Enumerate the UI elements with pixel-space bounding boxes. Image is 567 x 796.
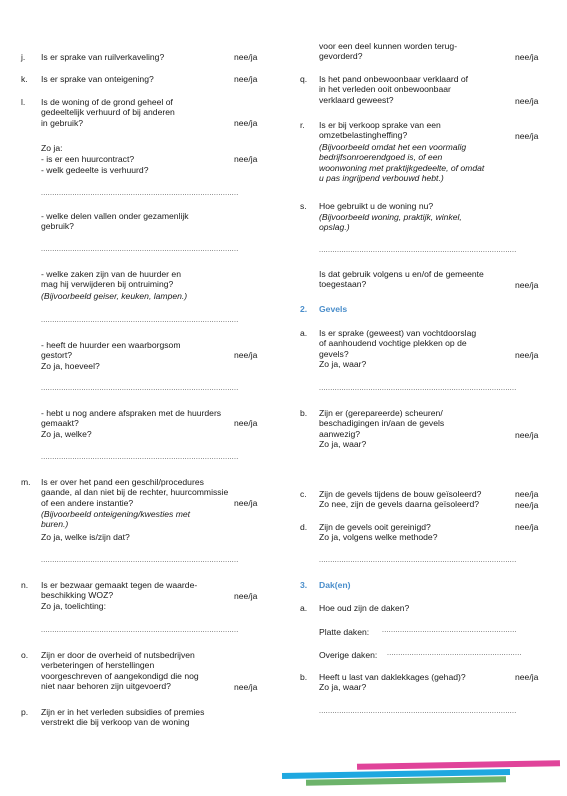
gedeelte-question: - welk gedeelte is verhuurd? (41, 165, 149, 175)
question-label: r. (300, 120, 305, 130)
answer-nee-ja[interactable]: nee/ja (234, 498, 258, 508)
question-example: (Bijvoorbeeld woning, praktijk, winkel, opslag.) (319, 212, 462, 233)
section-title: Gevels (319, 304, 348, 314)
question-label: s. (300, 201, 307, 211)
question-label: a. (300, 328, 308, 338)
answer-nee-ja[interactable]: nee/ja (234, 591, 258, 601)
answer-nee-ja[interactable]: nee/ja (234, 74, 258, 84)
answer-nee-ja[interactable]: nee/ja (234, 52, 258, 62)
answer-line[interactable]: ........................................................................................ (319, 385, 517, 392)
answer-nee-ja[interactable]: nee/ja (515, 672, 539, 682)
question-example: (Bijvoorbeeld omdat het een voormalig bedrijfsonroerendgoed is, of een woonwoning met praktijkgedeelte, of omdat u pas ingrijpend verbouwd hebt.) (319, 142, 485, 184)
question-text: Zijn er (gerepareerde) scheuren/ beschadigingen in/aan de gevels aanwezig? Zo ja, waar? (319, 408, 445, 450)
answer-line[interactable]: ........................................................................................ (41, 454, 239, 461)
answer-nee-ja[interactable]: nee/ja (234, 154, 258, 164)
answer-nee-ja[interactable]: nee/ja (515, 96, 539, 106)
answer-nee-ja[interactable]: nee/ja (234, 118, 258, 128)
gezamenlijk-question: - welke delen vallen onder gezamenlijk gebruik? (41, 211, 189, 232)
answer-line[interactable]: ........................................................................................ (41, 385, 239, 392)
answer-nee-ja[interactable]: nee/ja (515, 131, 539, 141)
question-followup: Zo ja, welke is/zijn dat? (41, 532, 130, 542)
question-text: Is er bij verkoop sprake van een omzetbelastingheffing? (319, 120, 441, 141)
question-text: Is er sprake (geweest) van vochtdoorslag of aanhoudend vochtige plekken op de gevels? Zo ja, waar? (319, 328, 477, 370)
question-text: Is er sprake van ruilverkaveling? (41, 52, 165, 62)
answer-nee-ja[interactable]: nee/ja (234, 418, 258, 428)
platte-daken-line[interactable]: ............................................................ (382, 627, 517, 634)
question-label: q. (300, 74, 308, 84)
question-label: j. (21, 52, 26, 62)
question-label: o. (21, 650, 29, 660)
answer-nee-ja[interactable]: nee/ja (515, 350, 539, 360)
question-label: n. (21, 580, 29, 590)
answer-nee-ja[interactable]: nee/ja (234, 350, 258, 360)
question-text: Is er sprake van onteigening? (41, 74, 154, 84)
question-text: Zijn de gevels tijdens de bouw geïsoleerd? Zo nee, zijn de gevels daarna geïsoleerd? (319, 489, 482, 510)
question-text: Heeft u last van daklekkages (gehad)? Zo ja, waar? (319, 672, 466, 693)
question-label: m. (21, 477, 31, 487)
question-text: Zijn er in het verleden subsidies of premies verstrekt die bij verkoop van de woning (41, 707, 205, 728)
answer-nee-ja[interactable]: nee/ja (515, 280, 539, 290)
question-label: l. (21, 97, 26, 107)
question-text: Is er over het pand een geschil/procedures gaande, al dan niet bij de rechter, huurcommissie of een andere instantie? (41, 477, 229, 508)
answer-nee-ja[interactable]: nee/ja (515, 522, 539, 532)
question-label: d. (300, 522, 308, 532)
question-label: c. (300, 489, 307, 499)
waarborgsom-question: - heeft de huurder een waarborgsom gestort? Zo ja, hoeveel? (41, 340, 181, 371)
question-text: Zijn de gevels ooit gereinigd? Zo ja, volgens welke methode? (319, 522, 438, 543)
stripe-pink (357, 760, 560, 770)
answer-nee-ja[interactable]: nee/ja (515, 430, 539, 440)
answer-nee-ja[interactable]: nee/ja (515, 52, 539, 62)
zaken-question: - welke zaken zijn van de huurder en mag hij verwijderen bij ontruiming? (41, 269, 181, 290)
question-label: a. (300, 603, 308, 613)
zaken-example: (Bijvoorbeeld geiser, keuken, lampen.) (41, 291, 188, 301)
answer-line[interactable]: ........................................................................................ (41, 557, 239, 564)
question-label: k. (21, 74, 28, 84)
answer-nee-ja[interactable]: nee/ja (515, 500, 539, 510)
question-text: Hoe oud zijn de daken? (319, 603, 410, 613)
answer-nee-ja[interactable]: nee/ja (515, 489, 539, 499)
overige-daken-line[interactable]: ............................................................ (387, 650, 522, 657)
answer-line[interactable]: ........................................................................................ (319, 557, 517, 564)
huurcontract-question: - is er een huurcontract? (41, 154, 135, 164)
section-number: 2. (300, 304, 308, 314)
overige-daken-label: Overige daken: (319, 650, 378, 660)
question-text: Hoe gebruikt u de woning nu? (319, 201, 434, 211)
answer-line[interactable]: ........................................................................................ (41, 317, 239, 324)
afspraken-question: - hebt u nog andere afspraken met de huurders gemaakt? Zo ja, welke? (41, 408, 222, 439)
question-text: Is er bezwaar gemaakt tegen de waarde- beschikking WOZ? Zo ja, toelichting: (41, 580, 198, 611)
section-title: Dak(en) (319, 580, 351, 590)
answer-line[interactable]: ........................................................................................ (41, 246, 239, 253)
zo-ja-label: Zo ja: (41, 143, 63, 153)
gebruik-question: Is dat gebruik volgens u en/of de gemeente toegestaan? (319, 269, 484, 290)
answer-nee-ja[interactable]: nee/ja (234, 682, 258, 692)
question-text: voor een deel kunnen worden terug- gevorderd? (319, 41, 458, 62)
answer-line[interactable]: ........................................................................................ (41, 627, 239, 634)
question-text: Is het pand onbewoonbaar verklaard of in het verleden ooit onbewoonbaar verklaard geweest? (319, 74, 469, 105)
question-label: b. (300, 672, 308, 682)
question-label: p. (21, 707, 29, 717)
question-text: Is de woning of de grond geheel of gedeeltelijk verhuurd of bij anderen in gebruik? (41, 97, 175, 128)
answer-line[interactable]: ........................................................................................ (41, 190, 239, 197)
answer-line[interactable]: ........................................................................................ (319, 247, 517, 254)
platte-daken-label: Platte daken: (319, 627, 370, 637)
question-text: Zijn er door de overheid of nutsbedrijven verbeteringen of herstellingen voorgeschreven of aangekondigd die nog niet naar behoren zijn uitgevoerd? (41, 650, 199, 692)
question-label: b. (300, 408, 308, 418)
section-number: 3. (300, 580, 308, 590)
question-example: (Bijvoorbeeld onteigening/kwesties met buren.) (41, 509, 191, 530)
answer-line[interactable]: ........................................................................................ (319, 708, 517, 715)
